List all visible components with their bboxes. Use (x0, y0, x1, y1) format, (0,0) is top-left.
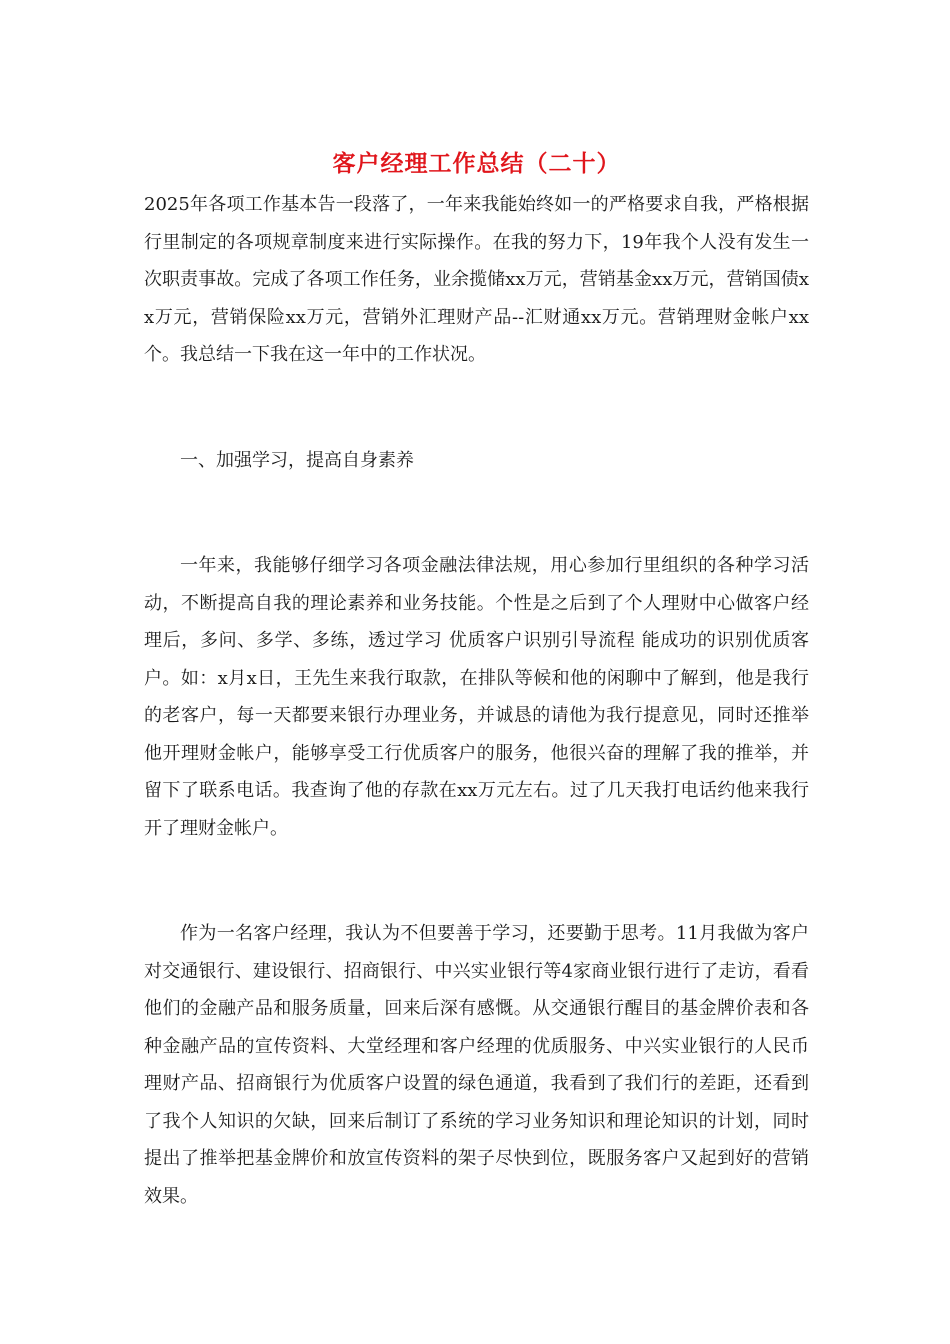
body-paragraph: 一年来，我能够仔细学习各项金融法律法规，用心参加行里组织的各种学习活动，不断提高自我的理论素养和业务技能。个性是之后到了个人理财中心做客户经理后，多问、多学、多练，透过学习 优质客户识别引导流程 能成功的识别优质客户。如：x月x日，王先生来我行取款，在排队等候和他的闲聊中了解到，他是我行的老客户，每一天都要来银行办理业务，并诚恳的请他为我行提意见，同时还推举他开理财金帐户，能够享受工行优质客户的服务，他很兴奋的理解了我的推举，并留下了联系电话。我查询了他的存款在xx万元左右。过了几天我打电话约他来我行开了理财金帐户。 (144, 555, 809, 839)
paragraph-spacer (144, 479, 809, 547)
paragraph-spacer (144, 374, 809, 442)
intro-paragraph: 2025年各项工作基本告一段落了，一年来我能始终如一的严格要求自我，严格根据行里制定的各项规章制度来进行实际操作。在我的努力下，19年我个人没有发生一次职责事故。完成了各项工作任务，业余揽储xx万元，营销基金xx万元，营销国债xx万元，营销保险xx万元，营销外汇理财产品--汇财通xx万元。营销理财金帐户xx个。我总结一下我在这一年中的工作状况。 (144, 194, 809, 365)
paragraph-spacer (144, 847, 809, 915)
document-page (144, 148, 809, 1215)
section-heading: 一、加强学习，提高自身素养 (180, 449, 414, 471)
document-title: 客户经理工作总结（二十） (332, 150, 621, 177)
body-paragraph: 作为一名客户经理，我认为不但要善于学习，还要勤于思考。11月我做为客户对交通银行、建设银行、招商银行、中兴实业银行等4家商业银行进行了走访，看看他们的金融产品和服务质量，回来后深有感慨。从交通银行醒目的基金牌价表和各种金融产品的宣传资料、大堂经理和客户经理的优质服务、中兴实业银行的人民币理财产品、招商银行为优质客户设置的绿色通道，我看到了我们行的差距，还看到了我个人知识的欠缺，回来后制订了系统的学习业务知识和理论知识的计划，同时提出了推举把基金牌价和放宣传资料的架子尽快到位，既服务客户又起到好的营销效果。 (144, 923, 809, 1207)
